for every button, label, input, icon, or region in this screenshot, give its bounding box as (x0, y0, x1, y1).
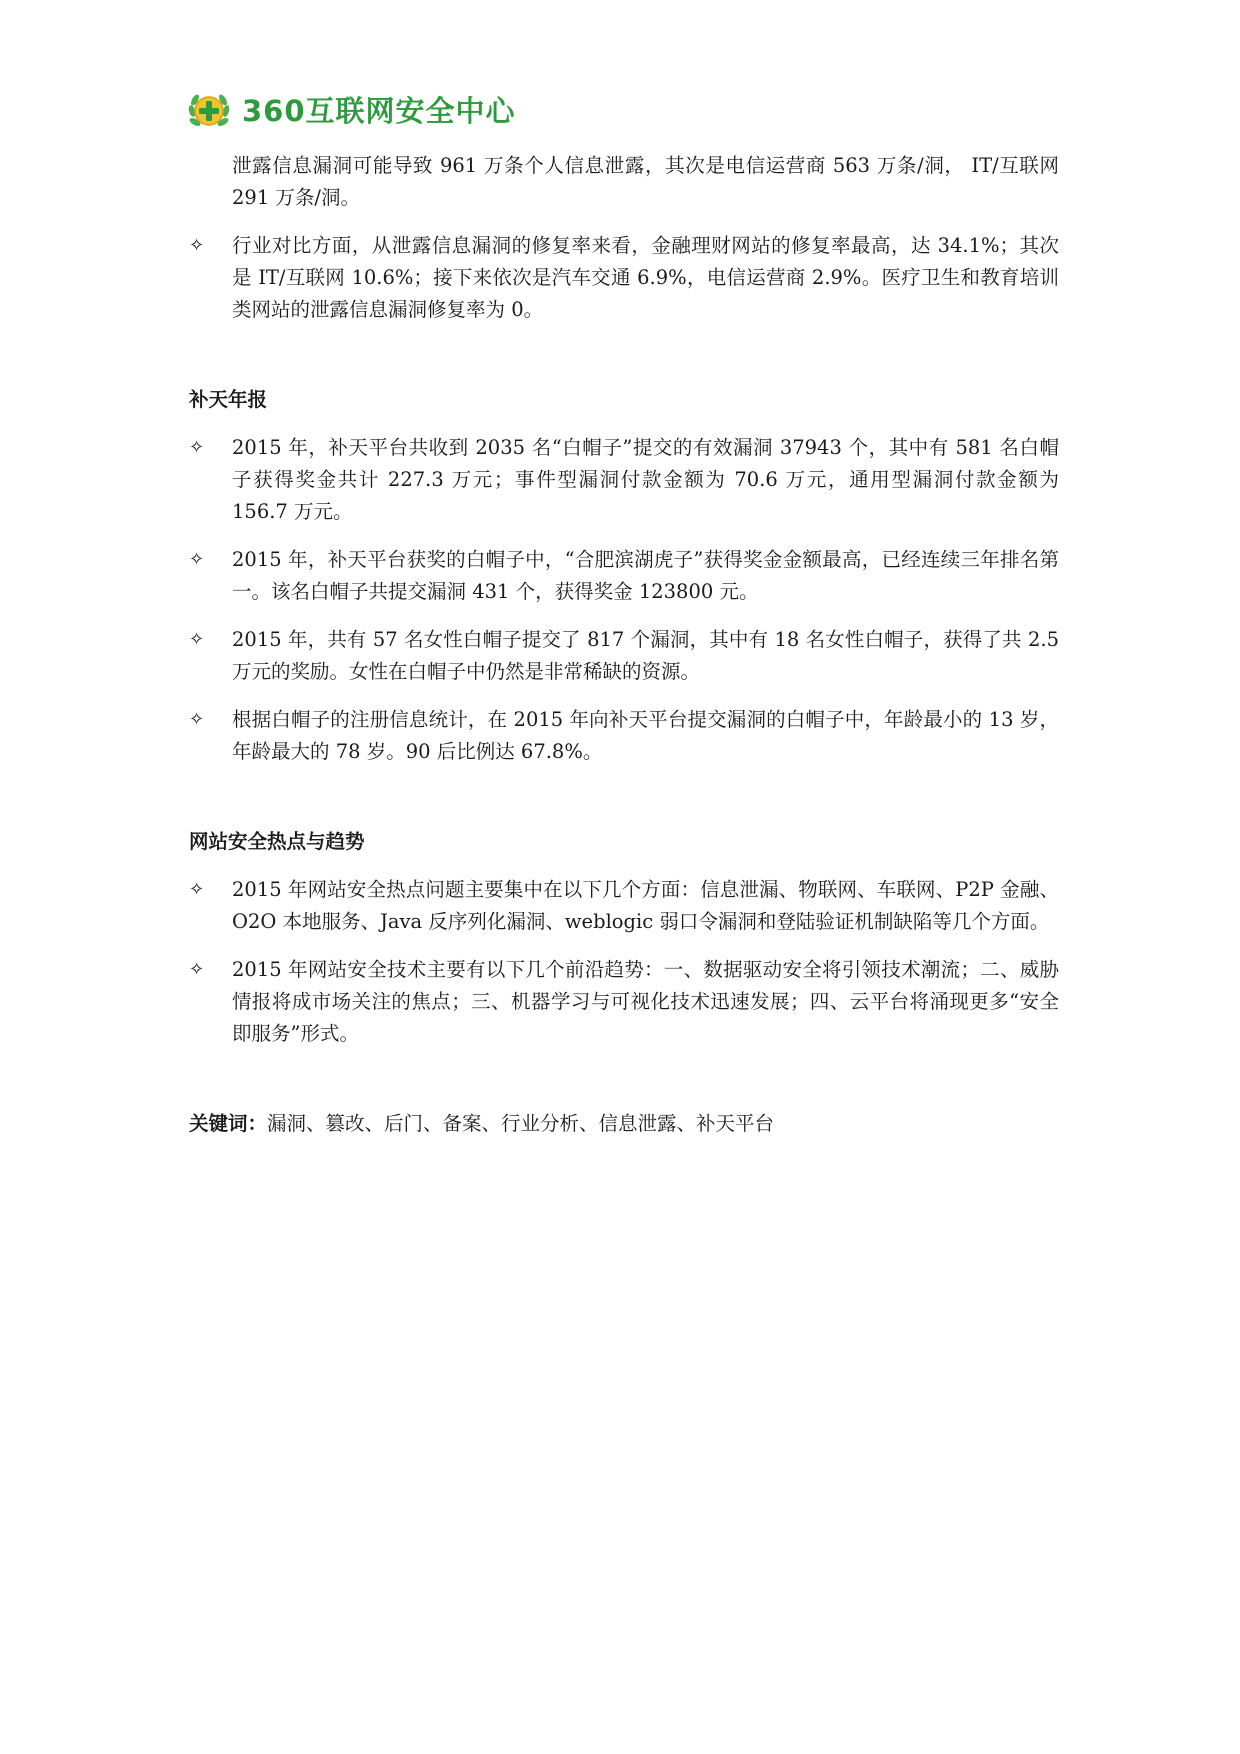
paragraph-text: 2015 年，补天平台获奖的白帽子中，“合肥滨湖虎子”获得奖金金额最高，已经连续三年排名第一。该名白帽子共提交漏洞 431 个，获得奖金 123800 元。 (232, 548, 1059, 603)
paragraph-text: 根据白帽子的注册信息统计，在 2015 年向补天平台提交漏洞的白帽子中，年龄最小的 13 岁，年龄最大的 78 岁。90 后比例达 67.8%。 (232, 708, 1059, 763)
keywords-label: 关键词： (189, 1112, 268, 1135)
bullet-item (189, 954, 1059, 1050)
sparkle-bullet-icon: ✧ (189, 879, 205, 900)
intro-continuation (189, 150, 1059, 214)
keywords-line (189, 1108, 1059, 1140)
sparkle-bullet-icon: ✧ (189, 959, 205, 980)
360-shield-cross-icon (186, 88, 232, 134)
section-heading-trends: 网站安全热点与趋势 (189, 830, 365, 853)
sparkle-bullet-icon: ✧ (189, 235, 205, 256)
paragraph-text: 2015 年，补天平台共收到 2035 名“白帽子”提交的有效漏洞 37943 个，其中有 581 名白帽子获得奖金共计 227.3 万元；事件型漏洞付款金额为 70.6 万元，通用型漏洞付款金额为 156.7 万元。 (232, 436, 1059, 523)
sparkle-bullet-icon: ✧ (189, 629, 205, 650)
page-header (186, 86, 516, 136)
keywords-value: 漏洞、篡改、后门、备案、行业分析、信息泄露、补天平台 (267, 1112, 775, 1135)
sparkle-bullet-icon: ✧ (189, 549, 205, 570)
bullet-item (189, 544, 1059, 608)
bullet-item (189, 624, 1059, 688)
paragraph-text: 泄露信息漏洞可能导致 961 万条个人信息泄露，其次是电信运营商 563 万条/洞， IT/互联网 291 万条/洞。 (232, 154, 1059, 209)
paragraph-text: 2015 年网站安全技术主要有以下几个前沿趋势：一、数据驱动安全将引领技术潮流；二、威胁情报将成市场关注的焦点；三、机器学习与可视化技术迅速发展；四、云平台将涌现更多“安全即服务”形式。 (232, 958, 1059, 1045)
paragraph-text: 2015 年网站安全热点问题主要集中在以下几个方面：信息泄漏、物联网、车联网、P2P 金融、O2O 本地服务、Java 反序列化漏洞、weblogic 弱口令漏洞和登陆验证机制缺陷等几个方面。 (232, 878, 1059, 933)
paragraph-text: 2015 年，共有 57 名女性白帽子提交了 817 个漏洞，其中有 18 名女性白帽子，获得了共 2.5 万元的奖励。女性在白帽子中仍然是非常稀缺的资源。 (232, 628, 1059, 683)
logo-text: 360互联网安全中心 (242, 93, 516, 128)
sparkle-bullet-icon: ✧ (189, 709, 205, 730)
bullet-item (189, 230, 1059, 326)
document-body (189, 150, 1059, 1140)
sparkle-bullet-icon: ✧ (189, 437, 205, 458)
paragraph-text: 行业对比方面，从泄露信息漏洞的修复率来看，金融理财网站的修复率最高，达 34.1%；其次是 IT/互联网 10.6%；接下来依次是汽车交通 6.9%，电信运营商 2.9%。医疗卫生和教育培训类网站的泄露信息漏洞修复率为 0。 (232, 234, 1059, 321)
bullet-item (189, 874, 1059, 938)
bullet-item (189, 704, 1059, 768)
section-heading-butian: 补天年报 (189, 388, 268, 411)
bullet-item (189, 432, 1059, 528)
